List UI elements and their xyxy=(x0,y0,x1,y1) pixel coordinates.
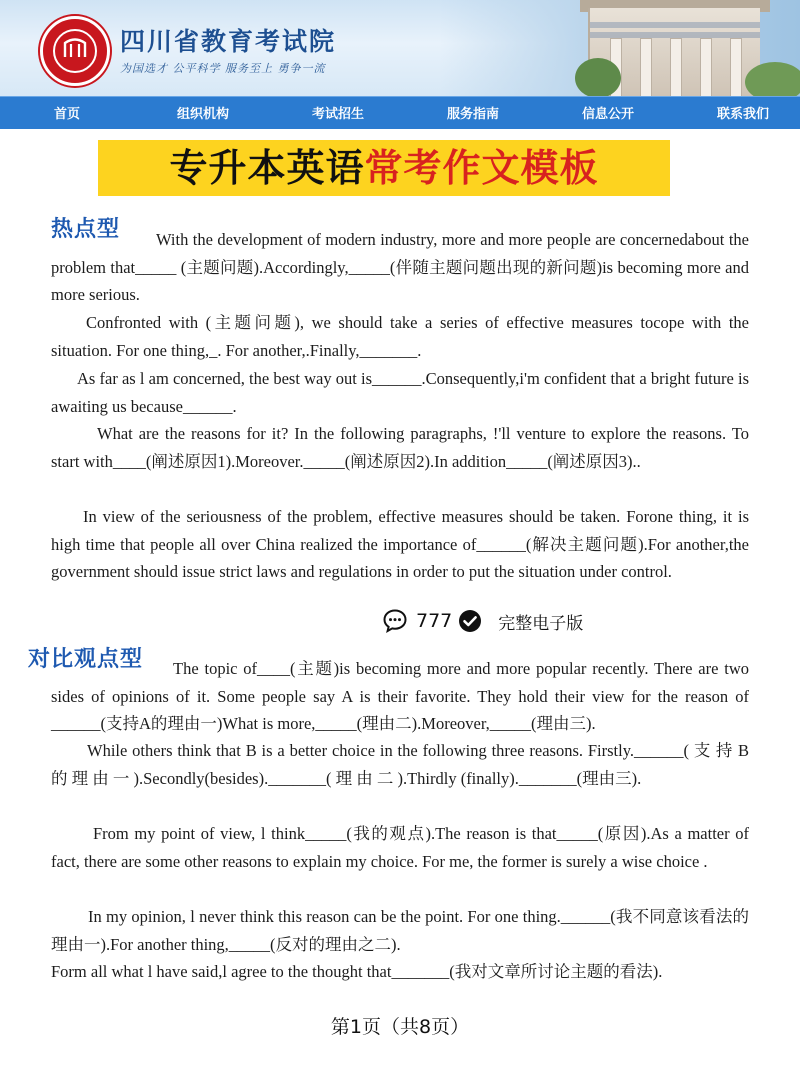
nav-item-info-disclosure[interactable]: 信息公开 xyxy=(582,107,635,122)
section1-paragraph-2: Confronted with (主题问题), we should take a series of effective measures tocope with the situation. For one thing,_. For another,.Finally,_______. xyxy=(51,313,749,360)
tree-decoration xyxy=(575,58,621,96)
section1-paragraph-1: With the development of modern industry, more and more people are concernedabout the problem that_____ (主题问题).Accordingly,_____(伴随主题问题出现的新问题)is becoming more and more serious. xyxy=(51,230,749,304)
section2-paragraph-4: In my opinion, l never think this reason can be the point. For one thing.______(我不同意该看法的理由一).For another thing,_____(反对的理由之二). xyxy=(51,907,749,954)
nav-item-organization[interactable]: 组织机构 xyxy=(177,107,230,122)
org-logo-seal xyxy=(40,16,110,86)
page-title xyxy=(98,140,670,196)
section1-paragraph-5: In view of the seriousness of the problem, effective measures should be taken. Forone thing, it is high time that people all over China realized the importance of______(解决主题问题).For another,the government should issue strict laws and regulations in order to put the situation under control. xyxy=(51,507,749,581)
section2-paragraph-1: The topic of____(主题)is becoming more and more popular recently. There are two sides of opinions of it. Some people say A is their favorite. They hold their view for the reason of ______(支持A的理由一)What is more,_____(理由二).Moreover,_____(理由三). xyxy=(51,659,749,733)
header-banner xyxy=(0,0,800,96)
section2-paragraph-2: While others think that B is a better choice in the following three reasons. Firstly.______( 支 持 B 的 理 由 一 ).Secondly(besides)._______( 理 由 二 ).Thirdly (finally)._______(理由三). xyxy=(51,741,749,788)
page-number: 第1页（共8页） xyxy=(330,1016,470,1038)
comment-bubble-icon xyxy=(382,608,408,634)
wechat-comment-line xyxy=(382,606,583,636)
section1-paragraph-4: What are the reasons for it? In the following paragraphs, !'ll venture to explore the reasons. To start with____(阐述原因1).Moreover._____(阐述原因2).In addition_____(阐述原因3).. xyxy=(51,424,749,471)
main-nav xyxy=(0,96,800,129)
org-name: 四川省教育考试院 xyxy=(120,27,337,56)
section2-paragraph-3: From my point of view, l think_____(我的观点).The reason is that_____(原因).As a matter of fact, there are some other reasons to explain my choice. For me, the former is surely a wise choice . xyxy=(51,824,749,871)
logo-emblem-icon xyxy=(62,35,88,61)
nav-item-exams[interactable]: 考试招生 xyxy=(312,107,365,122)
title-part-black: 专升本英语 xyxy=(169,146,365,190)
title-banner xyxy=(98,140,670,196)
comment-count: 777 xyxy=(416,610,453,632)
nav-item-home[interactable]: 首页 xyxy=(54,107,81,122)
full-version-label: 完整电子版 xyxy=(498,613,584,634)
title-part-red: 常考作文模板 xyxy=(364,146,599,190)
tree-decoration xyxy=(745,62,800,96)
nav-item-service-guide[interactable]: 服务指南 xyxy=(447,107,500,122)
section-heading-hotspot: 热点型 xyxy=(51,217,121,242)
nav-item-contact[interactable]: 联系我们 xyxy=(717,107,770,122)
check-circle-icon xyxy=(458,609,482,633)
section-heading-contrast: 对比观点型 xyxy=(28,647,144,672)
section1-paragraph-3: As far as l am concerned, the best way out is______.Consequently,i'm confident that a bright future is awaiting us because______. xyxy=(51,369,749,416)
section2-paragraph-5: Form all what l have said,l agree to the thought that_______(我对文章所讨论主题的看法). xyxy=(51,962,663,981)
org-slogan: 为国选才 公平科学 服务至上 勇争一流 xyxy=(120,62,326,75)
